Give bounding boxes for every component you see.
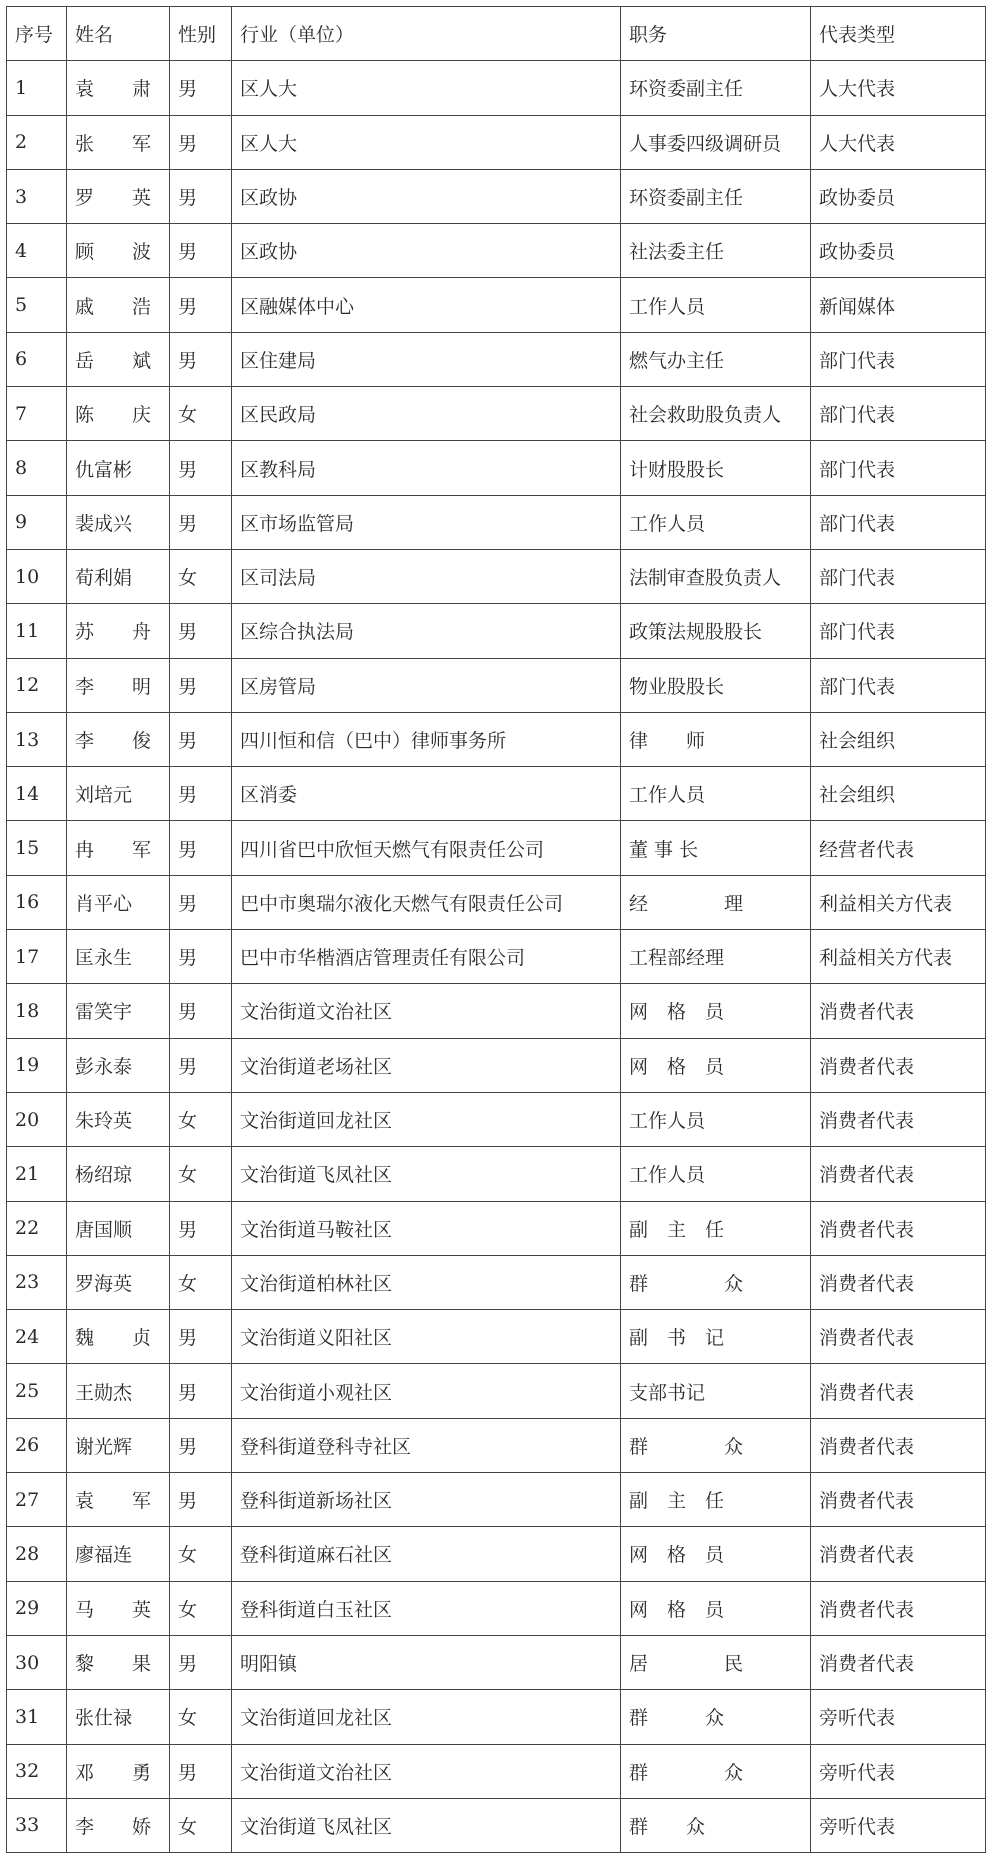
cell-organization: 区住建局 [232,332,621,386]
cell-name: 张 军 [67,115,170,169]
cell-organization: 区融媒体中心 [232,278,621,332]
cell-position: 董 事 长 [621,821,811,875]
cell-name: 黎 果 [67,1635,170,1689]
cell-name: 王勋杰 [67,1364,170,1418]
cell-name: 岳 斌 [67,332,170,386]
cell-gender: 男 [170,61,232,115]
cell-position: 工程部经理 [621,930,811,984]
cell-representative-type: 消费者代表 [811,1038,986,1092]
cell-organization: 区民政局 [232,387,621,441]
cell-position: 工作人员 [621,1147,811,1201]
cell-representative-type: 部门代表 [811,549,986,603]
cell-representative-type: 消费者代表 [811,1255,986,1309]
cell-representative-type: 经营者代表 [811,821,986,875]
header-position: 职务 [621,7,811,61]
cell-name: 袁 军 [67,1473,170,1527]
cell-organization: 文治街道小观社区 [232,1364,621,1418]
cell-organization: 文治街道飞凤社区 [232,1147,621,1201]
table-row [7,387,986,441]
cell-index: 19 [7,1038,67,1092]
cell-representative-type: 部门代表 [811,658,986,712]
cell-representative-type: 人大代表 [811,61,986,115]
cell-gender: 女 [170,1092,232,1146]
cell-representative-type: 政协委员 [811,224,986,278]
cell-gender: 男 [170,115,232,169]
cell-position: 工作人员 [621,495,811,549]
table-row [7,712,986,766]
table-row [7,1147,986,1201]
cell-index: 10 [7,549,67,603]
table-row [7,821,986,875]
cell-organization: 文治街道回龙社区 [232,1690,621,1744]
table-row [7,1038,986,1092]
table-row [7,278,986,332]
cell-representative-type: 社会组织 [811,767,986,821]
cell-index: 8 [7,441,67,495]
cell-organization: 文治街道文治社区 [232,984,621,1038]
cell-position: 计财股股长 [621,441,811,495]
cell-organization: 文治街道飞凤社区 [232,1798,621,1852]
cell-gender: 男 [170,984,232,1038]
table-row [7,1418,986,1472]
cell-gender: 男 [170,1473,232,1527]
cell-name: 魏 贞 [67,1310,170,1364]
cell-position: 社法委主任 [621,224,811,278]
cell-position: 网 格 员 [621,1038,811,1092]
cell-organization: 登科街道白玉社区 [232,1581,621,1635]
cell-position: 支部书记 [621,1364,811,1418]
cell-gender: 男 [170,767,232,821]
table-row [7,1581,986,1635]
cell-index: 29 [7,1581,67,1635]
table-row [7,224,986,278]
cell-name: 戚 浩 [67,278,170,332]
cell-representative-type: 利益相关方代表 [811,930,986,984]
cell-name: 仇富彬 [67,441,170,495]
cell-index: 4 [7,224,67,278]
cell-gender: 女 [170,1147,232,1201]
cell-organization: 区政协 [232,169,621,223]
cell-organization: 区教科局 [232,441,621,495]
cell-index: 20 [7,1092,67,1146]
table-row [7,441,986,495]
cell-position: 网 格 员 [621,1527,811,1581]
cell-gender: 男 [170,278,232,332]
cell-position: 副 主 任 [621,1201,811,1255]
cell-gender: 男 [170,1201,232,1255]
cell-organization: 区司法局 [232,549,621,603]
cell-gender: 女 [170,1798,232,1852]
header-name: 姓名 [67,7,170,61]
cell-name: 李 明 [67,658,170,712]
cell-index: 7 [7,387,67,441]
cell-organization: 区政协 [232,224,621,278]
cell-representative-type: 利益相关方代表 [811,875,986,929]
cell-organization: 登科街道麻石社区 [232,1527,621,1581]
cell-position: 政策法规股股长 [621,604,811,658]
cell-organization: 文治街道文治社区 [232,1744,621,1798]
header-organization: 行业（单位） [232,7,621,61]
cell-organization: 巴中市奥瑞尔液化天燃气有限责任公司 [232,875,621,929]
cell-position: 法制审查股负责人 [621,549,811,603]
table-row [7,767,986,821]
cell-gender: 男 [170,1364,232,1418]
cell-gender: 男 [170,604,232,658]
cell-name: 张仕禄 [67,1690,170,1744]
cell-representative-type: 消费者代表 [811,1473,986,1527]
cell-index: 31 [7,1690,67,1744]
cell-gender: 男 [170,875,232,929]
cell-organization: 文治街道马鞍社区 [232,1201,621,1255]
cell-gender: 男 [170,1635,232,1689]
cell-index: 1 [7,61,67,115]
cell-gender: 男 [170,1744,232,1798]
cell-representative-type: 消费者代表 [811,1527,986,1581]
cell-index: 23 [7,1255,67,1309]
cell-representative-type: 消费者代表 [811,1201,986,1255]
cell-representative-type: 消费者代表 [811,1581,986,1635]
cell-representative-type: 消费者代表 [811,1418,986,1472]
cell-name: 唐国顺 [67,1201,170,1255]
cell-name: 顾 波 [67,224,170,278]
cell-gender: 女 [170,549,232,603]
table-row [7,930,986,984]
cell-name: 匡永生 [67,930,170,984]
cell-organization: 文治街道柏林社区 [232,1255,621,1309]
cell-representative-type: 新闻媒体 [811,278,986,332]
header-representative-type: 代表类型 [811,7,986,61]
cell-organization: 巴中市华楷酒店管理责任有限公司 [232,930,621,984]
cell-index: 22 [7,1201,67,1255]
cell-organization: 登科街道新场社区 [232,1473,621,1527]
cell-gender: 男 [170,332,232,386]
cell-index: 26 [7,1418,67,1472]
cell-representative-type: 部门代表 [811,441,986,495]
cell-name: 刘培元 [67,767,170,821]
cell-representative-type: 政协委员 [811,169,986,223]
table-row [7,658,986,712]
cell-gender: 男 [170,1310,232,1364]
cell-gender: 女 [170,387,232,441]
cell-index: 32 [7,1744,67,1798]
cell-name: 雷笑宇 [67,984,170,1038]
cell-position: 副 主 任 [621,1473,811,1527]
cell-gender: 女 [170,1581,232,1635]
cell-gender: 男 [170,1038,232,1092]
cell-name: 李 俊 [67,712,170,766]
cell-name: 谢光辉 [67,1418,170,1472]
cell-index: 16 [7,875,67,929]
table-row [7,61,986,115]
table-row [7,1310,986,1364]
table-row [7,1201,986,1255]
cell-name: 袁 肃 [67,61,170,115]
cell-organization: 区房管局 [232,658,621,712]
table-row [7,115,986,169]
table-row [7,1473,986,1527]
cell-position: 副 书 记 [621,1310,811,1364]
cell-representative-type: 旁听代表 [811,1690,986,1744]
cell-index: 33 [7,1798,67,1852]
representatives-table [6,6,986,1853]
cell-index: 30 [7,1635,67,1689]
cell-gender: 女 [170,1255,232,1309]
table-row [7,1690,986,1744]
table-row [7,1744,986,1798]
cell-organization: 区综合执法局 [232,604,621,658]
cell-representative-type: 部门代表 [811,604,986,658]
cell-organization: 文治街道义阳社区 [232,1310,621,1364]
cell-representative-type: 旁听代表 [811,1798,986,1852]
cell-index: 28 [7,1527,67,1581]
cell-organization: 四川省巴中欣恒天燃气有限责任公司 [232,821,621,875]
cell-index: 9 [7,495,67,549]
cell-organization: 区市场监管局 [232,495,621,549]
cell-gender: 男 [170,712,232,766]
cell-organization: 区人大 [232,61,621,115]
table-header-row [7,7,986,61]
cell-index: 3 [7,169,67,223]
cell-gender: 男 [170,658,232,712]
cell-name: 邓 勇 [67,1744,170,1798]
cell-name: 彭永泰 [67,1038,170,1092]
cell-name: 罗海英 [67,1255,170,1309]
cell-position: 环资委副主任 [621,169,811,223]
cell-name: 冉 军 [67,821,170,875]
cell-index: 18 [7,984,67,1038]
cell-position: 群 众 [621,1690,811,1744]
cell-position: 群 众 [621,1418,811,1472]
table-row [7,169,986,223]
table-row [7,1255,986,1309]
cell-position: 群 众 [621,1744,811,1798]
cell-index: 2 [7,115,67,169]
cell-name: 廖福连 [67,1527,170,1581]
cell-representative-type: 社会组织 [811,712,986,766]
cell-gender: 男 [170,1418,232,1472]
table-body [7,61,986,1853]
cell-organization: 文治街道老场社区 [232,1038,621,1092]
cell-gender: 男 [170,441,232,495]
cell-position: 居 民 [621,1635,811,1689]
cell-representative-type: 旁听代表 [811,1744,986,1798]
table-row [7,604,986,658]
cell-name: 裴成兴 [67,495,170,549]
cell-representative-type: 消费者代表 [811,1092,986,1146]
cell-gender: 男 [170,169,232,223]
table-row [7,875,986,929]
cell-representative-type: 部门代表 [811,495,986,549]
cell-index: 6 [7,332,67,386]
table-row [7,1635,986,1689]
cell-gender: 男 [170,821,232,875]
cell-position: 工作人员 [621,767,811,821]
table-row [7,1798,986,1852]
cell-gender: 女 [170,1527,232,1581]
cell-position: 网 格 员 [621,1581,811,1635]
cell-organization: 明阳镇 [232,1635,621,1689]
cell-organization: 区人大 [232,115,621,169]
cell-index: 25 [7,1364,67,1418]
cell-name: 杨绍琼 [67,1147,170,1201]
cell-name: 苏 舟 [67,604,170,658]
cell-position: 燃气办主任 [621,332,811,386]
table-row [7,332,986,386]
table-row [7,1364,986,1418]
table-row [7,984,986,1038]
cell-representative-type: 消费者代表 [811,1364,986,1418]
cell-position: 工作人员 [621,1092,811,1146]
cell-gender: 男 [170,495,232,549]
table-row [7,549,986,603]
cell-organization: 四川恒和信（巴中）律师事务所 [232,712,621,766]
cell-index: 12 [7,658,67,712]
cell-index: 17 [7,930,67,984]
cell-gender: 男 [170,224,232,278]
cell-representative-type: 消费者代表 [811,1147,986,1201]
cell-index: 27 [7,1473,67,1527]
cell-position: 人事委四级调研员 [621,115,811,169]
cell-organization: 文治街道回龙社区 [232,1092,621,1146]
cell-position: 律 师 [621,712,811,766]
cell-representative-type: 消费者代表 [811,1310,986,1364]
cell-index: 11 [7,604,67,658]
cell-name: 罗 英 [67,169,170,223]
cell-representative-type: 消费者代表 [811,1635,986,1689]
cell-organization: 登科街道登科寺社区 [232,1418,621,1472]
cell-position: 经 理 [621,875,811,929]
table-row [7,1527,986,1581]
table-row [7,495,986,549]
table-row [7,1092,986,1146]
cell-gender: 男 [170,930,232,984]
cell-position: 物业股股长 [621,658,811,712]
cell-index: 24 [7,1310,67,1364]
cell-representative-type: 消费者代表 [811,984,986,1038]
cell-position: 工作人员 [621,278,811,332]
cell-index: 21 [7,1147,67,1201]
cell-representative-type: 人大代表 [811,115,986,169]
cell-position: 网 格 员 [621,984,811,1038]
cell-position: 群 众 [621,1798,811,1852]
cell-name: 朱玲英 [67,1092,170,1146]
cell-position: 环资委副主任 [621,61,811,115]
cell-index: 5 [7,278,67,332]
cell-name: 李 娇 [67,1798,170,1852]
cell-representative-type: 部门代表 [811,332,986,386]
header-gender: 性别 [170,7,232,61]
cell-representative-type: 部门代表 [811,387,986,441]
cell-name: 陈 庆 [67,387,170,441]
cell-index: 15 [7,821,67,875]
header-index: 序号 [7,7,67,61]
cell-index: 13 [7,712,67,766]
cell-name: 荀利娟 [67,549,170,603]
cell-index: 14 [7,767,67,821]
cell-name: 肖平心 [67,875,170,929]
cell-position: 社会救助股负责人 [621,387,811,441]
cell-position: 群 众 [621,1255,811,1309]
cell-organization: 区消委 [232,767,621,821]
cell-gender: 女 [170,1690,232,1744]
cell-name: 马 英 [67,1581,170,1635]
